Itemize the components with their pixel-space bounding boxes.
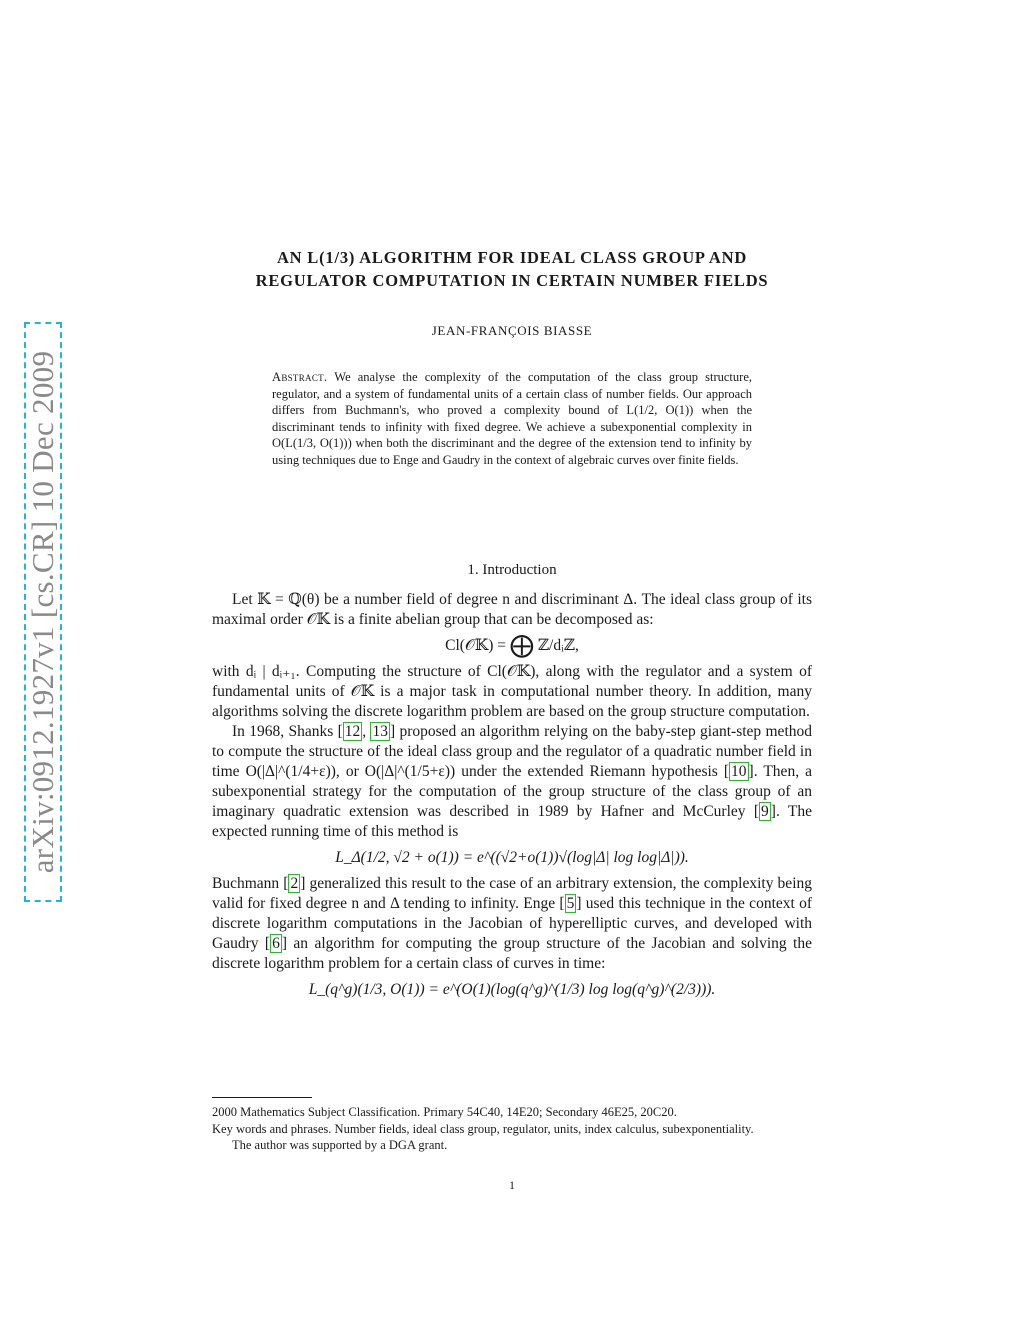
citation-13[interactable]: 13 [372,723,388,740]
citation-12[interactable]: 12 [344,723,361,740]
citation-10[interactable]: 10 [731,763,747,780]
citation-2[interactable]: 2 [290,875,299,892]
abstract [272,369,752,469]
footnote-divider [212,1097,312,1098]
footnote-funding: The author was supported by a DGA grant. [232,1138,448,1152]
paragraph-4-text-a: Buchmann [212,875,284,892]
body-text [212,590,812,1006]
equation-rhs: ℤ/dᵢℤ, [533,637,579,654]
paper-title [150,246,874,292]
direct-sum-operator: ⨁ [509,633,534,659]
citation-9[interactable]: 9 [761,803,769,820]
abstract-text: We analyse the complexity of the computation of the class group structure, regulator, and a system of fundamental units of a certain class of number fields. Our approach differs from Buchmann's, who proved a complexity bound of L(1/2, O(1)) when the discriminant tends to infinity with fixed degree. We achieve a subexponential complexity in O(L(1/3, O(1))) when both the discriminant and the degree of the extension tend to infinity by using techniques due to Enge and Gaudry in the context of algebraic curves over finite fields. [272,370,752,467]
paragraph-4-text-c: used this technique in the context of discrete logarithm computations in the Jacobian of hyperelliptic curves, and developed with Gaudry [212,895,812,952]
paragraph-4: Buchmann [ 2 ] generalized this result to the case of an arbitrary extension, the complexity being valid for fixed degree n and Δ tending to infinity. Enge [ 5 ] used this technique in the context of discrete logarithm computations in the Jacobian of hyperelliptic curves, and developed with Gaudry [ 6 ] an algorithm for computing the group structure of the Jacobian and solving the discrete logarithm problem for a certain class of curves in time: [212,875,812,972]
paragraph-3-text-a: In 1968, Shanks [232,723,338,740]
citation-6[interactable]: 6 [272,935,280,952]
author-name: JEAN-FRANÇOIS BIASSE [431,323,593,338]
page-number: 1 [509,1178,515,1192]
paragraph-1: Let 𝕂 = ℚ(θ) be a number field of degree n and discriminant Δ. The ideal class group of its maximal order 𝒪𝕂 is a finite abelian group that can be decomposed as: [212,591,812,628]
paragraph-4-text-d: an algorithm for computing the group structure of the Jacobian and solving the discrete logarithm problem for a certain class of curves in time: [212,935,812,972]
paragraph-3-text-d: . The expected running time of this method is [212,803,812,840]
equation-enge-gaudry: L_(q^g)(1/3, O(1)) = e^(O(1)(log(q^g)^(1/3) log log(q^g)^(2/3))). [308,981,716,998]
footnotes [212,1104,812,1154]
paragraph-2: with dᵢ | dᵢ₊₁. Computing the structure of Cl(𝒪𝕂), along with the regulator and a system of fundamental units of 𝒪𝕂 is a major task in computational number theory. In addition, many algorithms solving the discrete logarithm problem are based on the group structure computation. [212,663,812,720]
paragraph-3: In 1968, Shanks [ 12 , 13 ] proposed an algorithm relying on the baby-step giant-step method to compute the structure of the ideal class group and the regulator of a quadratic number field in time O(|Δ|^(1/4+ε)), or O(|Δ|^(1/5+ε)) under the extended Riemann hypothesis [ 10 ]. Then, a subexponential strategy for the computation of the group structure of the class group of an imaginary quadratic extension was described in 1989 by Hafner and McCurley [ 9 ]. The expected running time of this method is [212,723,812,840]
equation-class-group [212,633,812,659]
footnote-keywords: Key words and phrases. Number fields, ideal class group, regulator, units, index calculus, subexponentiality. [212,1121,754,1136]
arxiv-sidebar [24,322,62,902]
title-line-2: REGULATOR COMPUTATION IN CERTAIN NUMBER FIELDS [255,271,769,290]
abstract-label: Abstract. [272,370,328,384]
equation-lhs: Cl(𝒪𝕂) = [445,637,510,654]
paragraph-3-text-c: . Then, a subexponential strategy for the computation of the group structure of the class group of an imaginary quadratic extension was described in 1989 by Hafner and McCurley [212,763,812,820]
footnote-msc: 2000 Mathematics Subject Classification. Primary 54C40, 14E20; Secondary 46E25, 20C20. [212,1105,677,1119]
citation-5[interactable]: 5 [566,895,575,912]
title-line-1: AN L(1/3) ALGORITHM FOR IDEAL CLASS GROUP AND [276,248,748,267]
paragraph-4-text-b: generalized this result to the case of an arbitrary extension, the complexity being valid for fixed degree n and Δ tending to infinity. Enge [212,875,812,912]
paragraph-3-text-b: proposed an algorithm relying on the baby-step giant-step method to compute the structure of the ideal class group and the regulator of a quadratic number field in time O(|Δ|^(1/4+ε)), or O(|Δ|^(1/5+ε)) under the extended Riemann hypothesis [212,723,812,780]
arxiv-identifier[interactable]: arXiv:0912.1927v1 [cs.CR] 10 Dec 2009 [25,350,60,874]
equation-hafner-mccurley: L_Δ(1/2, √2 + o(1)) = e^((√2+o(1))√(log|Δ| log log|Δ|)). [335,849,689,866]
section-heading: 1. Introduction [467,562,557,578]
